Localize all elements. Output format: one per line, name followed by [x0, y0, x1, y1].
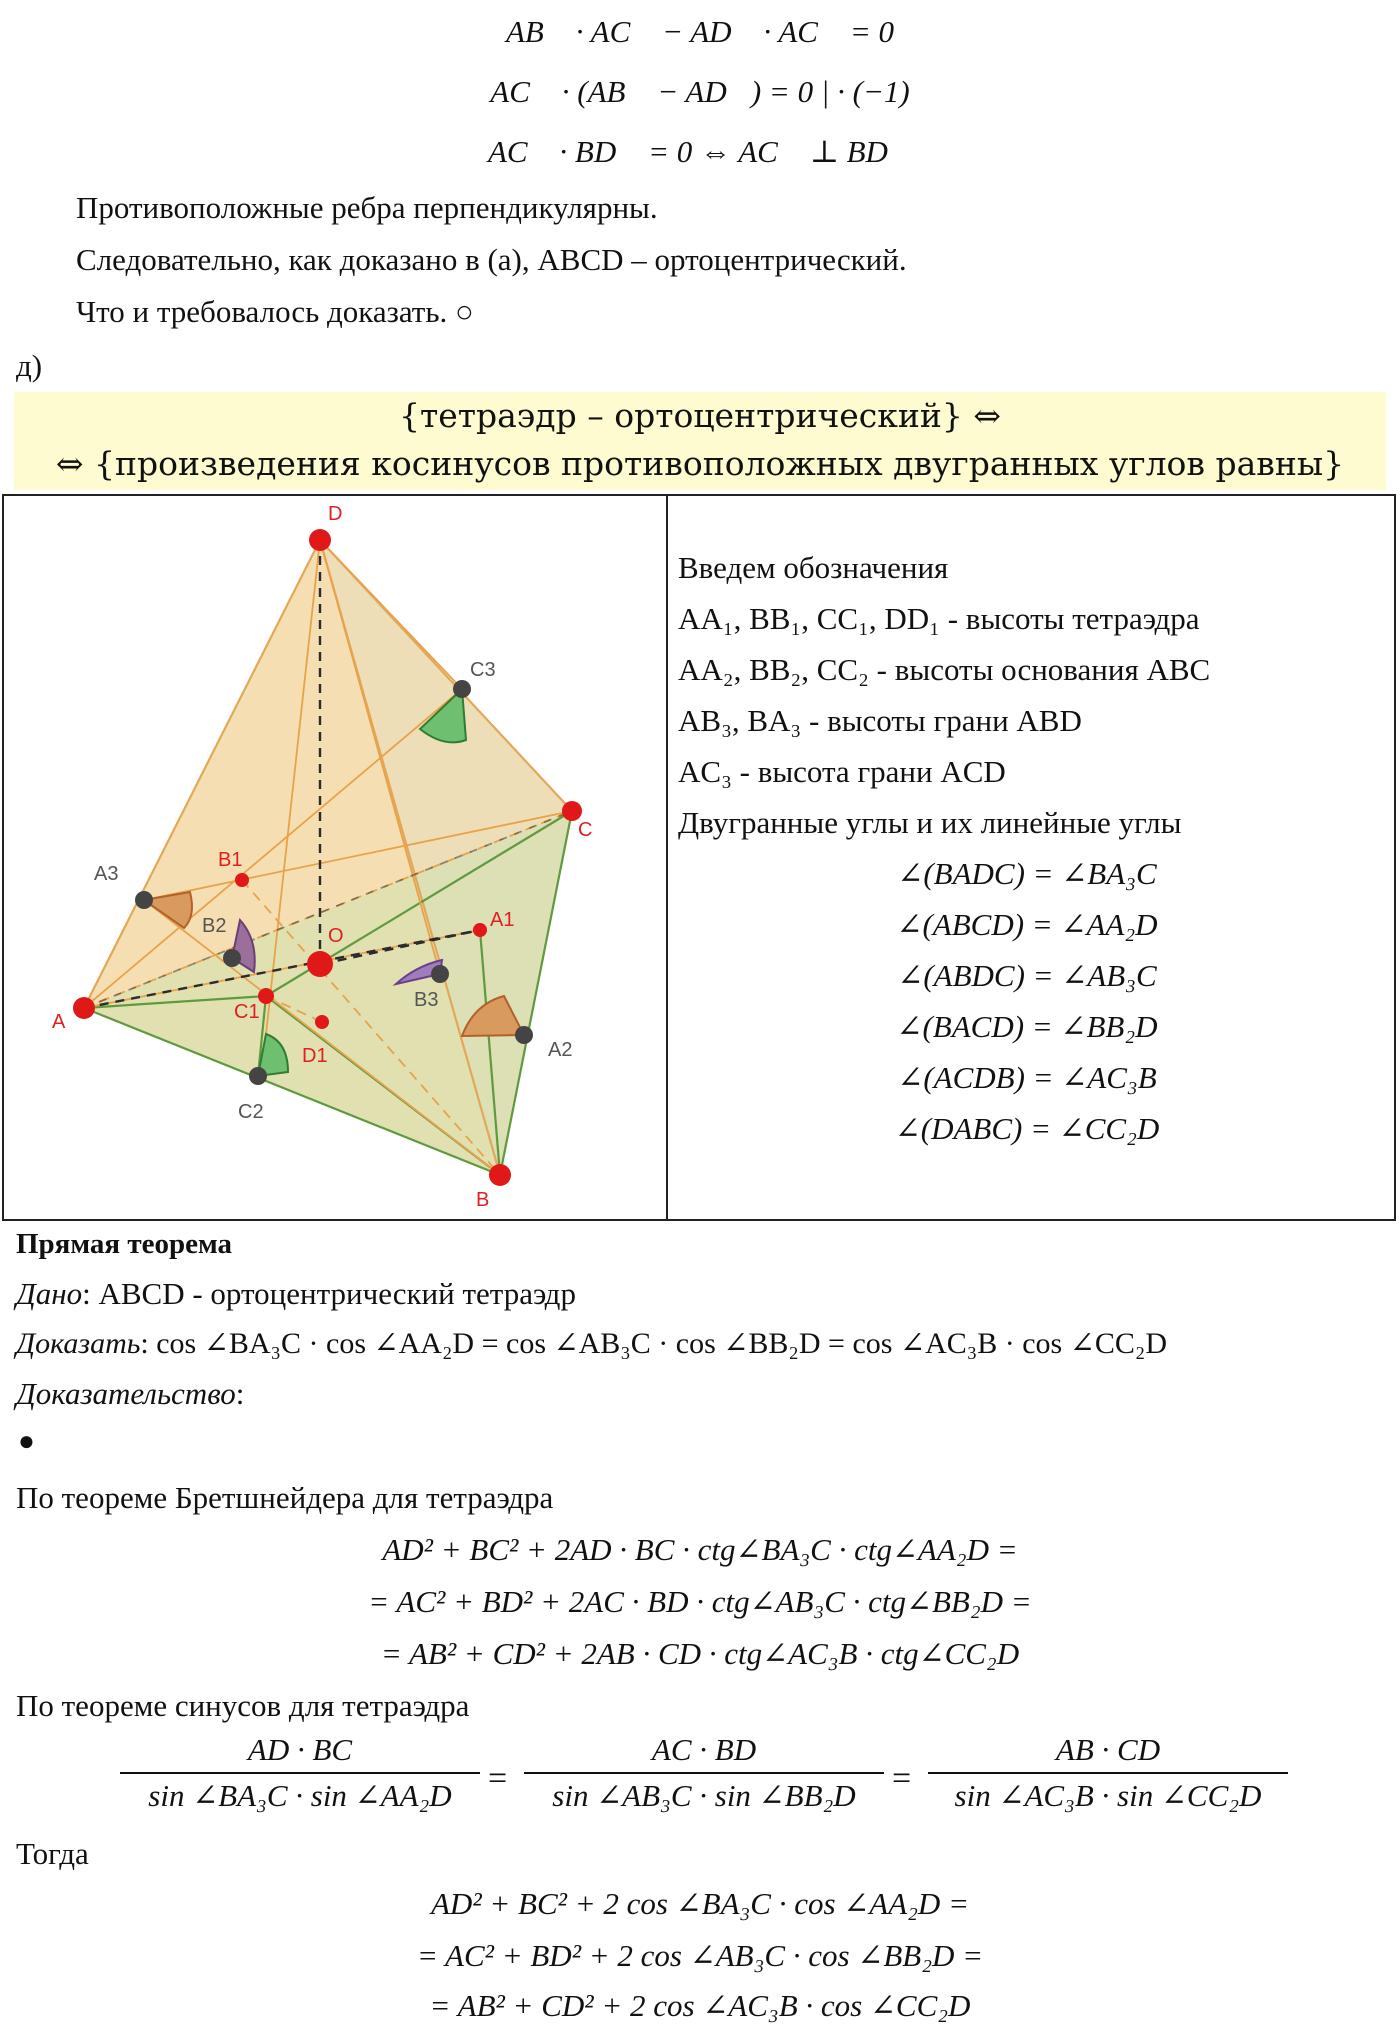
point-label-c: C	[578, 819, 593, 841]
point-label-a2: A2	[548, 1039, 573, 1061]
notation-line-3: AB₃, BA₃ - высоты грани ABD	[678, 703, 1082, 738]
point-label-b2: B2	[202, 915, 227, 937]
fraction-1-denominator: sin ∠BA₃C · sin ∠AA₂D	[148, 1778, 452, 1813]
bretschneider-line-1: AD² + BC² + 2AD · BC · ctg∠BA₃C · ctg∠AA₂D =	[382, 1532, 1018, 1567]
equation-line-3: AC⃗ · BD⃗ = 0 ⇔ AC⃗ ⊥ BD⃗	[487, 134, 913, 169]
bretschneider-line-3: = AB² + CD² + 2AB · CD · ctg∠AC₃B · ctg∠CC₂D	[380, 1636, 1020, 1671]
point-label-b: B	[476, 1189, 490, 1211]
cos-line-3: = AB² + CD² + 2 cos ∠AC₃B · cos ∠CC₂D	[429, 1988, 971, 2023]
fraction-1-numerator: AD · BC	[247, 1732, 353, 1767]
tetrahedron-figure	[4, 496, 664, 1219]
point-label-c3: C3	[470, 659, 496, 681]
equals-sign-2: =	[892, 1760, 912, 1797]
point-label-o: O	[328, 925, 344, 947]
bretschneider-line-2: = AC² + BD² + 2AC · BD · ctg∠AB₃C · ctg∠BB₂D =	[368, 1584, 1032, 1619]
sines-intro: По теореме синусов для тетраэдра	[16, 1688, 470, 1723]
fraction-2-denominator: sin ∠AB₃C · sin ∠BB₂D	[552, 1778, 856, 1813]
point-label-d: D	[328, 503, 343, 525]
notation-line-1: AA₁, BB₁, CC₁, DD₁ - высоты тетраэдра	[678, 601, 1200, 636]
fraction-3	[928, 1732, 1288, 1814]
bretschneider-intro: По теореме Бретшнейдера для тетраэдра	[16, 1480, 554, 1515]
notation-line-5: Двугранные углы и их линейные углы	[678, 805, 1182, 840]
point-label-c1: C1	[234, 1001, 260, 1023]
prove-text: : cos ∠BA₃C · cos ∠AA₂D = cos ∠AB₃C · cos ∠BB₂D = cos ∠AC₃B · cos ∠CC₂D	[140, 1327, 1167, 1360]
dihedral-angle-4: ∠(BACD) = ∠BB₂D	[896, 1009, 1158, 1044]
dihedral-angle-6: ∠(DABC) = ∠CC₂D	[894, 1111, 1160, 1146]
fraction-1	[120, 1732, 480, 1814]
equals-sign-1: =	[488, 1760, 508, 1797]
notation-title: Введем обозначения	[678, 550, 949, 585]
fraction-2-numerator: AC · BD	[651, 1732, 757, 1767]
cos-line-2: = AC² + BD² + 2 cos ∠AB₃C · cos ∠BB₂D =	[416, 1938, 984, 1973]
proof-label: Доказательство	[16, 1376, 236, 1411]
prove-line	[16, 1326, 1167, 1361]
given-line	[16, 1276, 576, 1312]
statement-line-2: ⇔ {произведения косинусов противоположных двугранных углов равны}	[55, 444, 1345, 483]
point-label-a1: A1	[490, 909, 515, 931]
fraction-2	[524, 1732, 884, 1814]
paragraph-perpendicular: Противоположные ребра перпендикулярны.	[76, 190, 658, 225]
given-label: Дано	[16, 1276, 83, 1311]
statement-line-1: {тетраэдр – ортоцентрический} ⇔	[398, 396, 1002, 435]
notation-line-2: AA₂, BB₂, CC₂ - высоты основания ABC	[678, 652, 1211, 687]
equation-line-2: AC⃗ · (AB⃗ − AD⃗) = 0 | · (−1)	[490, 74, 910, 109]
point-label-a3: A3	[94, 863, 119, 885]
fraction-3-denominator: sin ∠AC₃B · sin ∠CC₂D	[954, 1778, 1262, 1813]
proof-colon: :	[235, 1376, 245, 1411]
bullet: ●	[18, 1426, 35, 1457]
proof-line	[16, 1376, 244, 1412]
fraction-3-numerator: AB · CD	[1055, 1732, 1161, 1767]
point-label-d1: D1	[302, 1045, 328, 1067]
section-label: д)	[16, 348, 43, 383]
dihedral-angle-2: ∠(ABCD) = ∠AA₂D	[896, 907, 1158, 942]
point-label-b1: B1	[218, 849, 243, 871]
given-text: : ABCD - ортоцентрический тетраэдр	[82, 1276, 576, 1311]
point-label-b3: B3	[414, 989, 439, 1011]
paragraph-qed: Что и требовалось доказать. ○	[76, 294, 474, 329]
theorem-heading: Прямая теорема	[16, 1228, 233, 1260]
equation-line-1: AB⃗ · AC⃗ − AD⃗ · AC⃗ = 0	[505, 14, 895, 49]
point-label-a: A	[52, 1011, 66, 1033]
paragraph-consequently: Следовательно, как доказано в (а), ABCD – ортоцентрический.	[76, 242, 907, 277]
dihedral-angle-3: ∠(ABDC) = ∠AB₃C	[897, 958, 1157, 993]
point-label-c2: C2	[238, 1101, 264, 1123]
dihedral-angle-1: ∠(BADC) = ∠BA₃C	[897, 856, 1157, 891]
notation-line-4: AC₃ - высота грани ACD	[678, 754, 1006, 789]
then-label: Тогда	[16, 1836, 89, 1871]
highlighted-statement	[14, 392, 1386, 490]
dihedral-angle-5: ∠(ACDB) = ∠AC₃B	[897, 1060, 1157, 1095]
prove-label: Доказать	[16, 1327, 141, 1360]
cos-line-1: AD² + BC² + 2 cos ∠BA₃C · cos ∠AA₂D =	[431, 1886, 969, 1921]
